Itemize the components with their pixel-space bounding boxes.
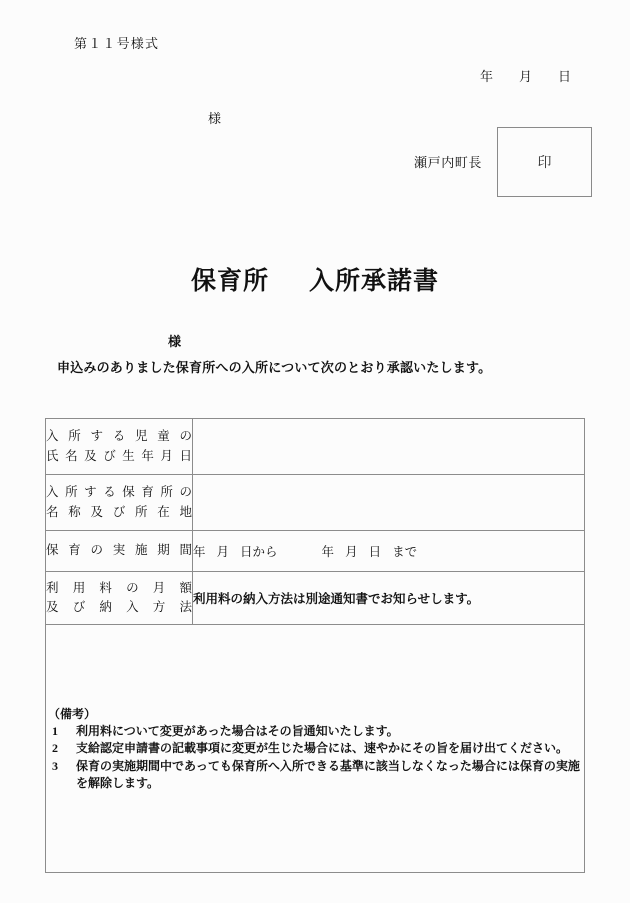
label-line-1: 入所する保育所の	[46, 485, 192, 500]
row-value-period[interactable]	[193, 531, 585, 572]
title-part-1: 保育所	[190, 268, 269, 295]
label-line-1: 利用料の月額	[46, 580, 192, 595]
period-from-month: 月	[216, 545, 230, 559]
seal-box	[497, 127, 592, 197]
admission-details-table	[45, 418, 585, 873]
label-line-2: 名称及び所在地	[46, 504, 192, 519]
remarks-row	[46, 625, 585, 873]
remarks-section	[46, 625, 585, 873]
period-from-year: 年	[193, 545, 206, 559]
label-line-1: 保育の実施期間	[46, 543, 192, 558]
remark-text: 利用料について変更があった場合はその旨通知いたします。	[76, 724, 399, 739]
row-value-fee: 利用料の納入方法は別途通知書でお知らせします。	[193, 572, 585, 625]
row-label-child-name	[46, 419, 193, 475]
remark-number: 1	[52, 724, 58, 739]
remarks-title: （備考）	[48, 707, 97, 722]
row-label-nursery	[46, 475, 193, 531]
remark-text: 支給認定申請書の記載事項に変更が生じた場合には、速やかにその旨を届け出てください。	[76, 741, 569, 756]
recipient-honorific-body: 様	[168, 334, 182, 349]
row-label-fee	[46, 572, 193, 625]
label-line-2: 氏名及び生年月日	[46, 448, 192, 463]
period-to-year: 年	[321, 545, 335, 559]
label-line-2: 及び納入方法	[46, 600, 192, 614]
period-from-day: 日から	[240, 545, 278, 559]
form-number-label: 第１１号様式	[74, 36, 160, 51]
list-item	[46, 740, 584, 757]
date-year-label: 年	[480, 69, 494, 84]
table-row	[46, 531, 585, 572]
period-to-month: 月	[345, 545, 358, 559]
table-row	[46, 572, 585, 625]
period-to-day: 日	[368, 545, 382, 559]
seal-icon: 印	[537, 156, 552, 171]
label-line-1: 入所する児童の	[46, 429, 192, 444]
date-day-label: 日	[558, 69, 572, 84]
table-row	[46, 419, 585, 475]
remark-text: 保育の実施期間中であっても保育所へ入所できる基準に該当しなくなった場合には保育の実施を解除します。	[76, 758, 580, 790]
recipient-honorific-top: 様	[208, 111, 222, 126]
title-part-2: 入所承諾書	[309, 268, 440, 295]
intro-statement: 申込みのありました保育所への入所について次のとおり承認いたします。	[57, 360, 492, 375]
page-title	[0, 261, 630, 297]
period-to-suffix: まで	[392, 545, 418, 559]
row-label-period	[46, 531, 193, 572]
remark-number: 2	[52, 741, 58, 756]
table-row	[46, 475, 585, 531]
issuer-name: 瀬戸内町長	[414, 155, 483, 170]
list-item	[46, 723, 584, 740]
date-month-label: 月	[519, 69, 533, 84]
remark-number: 3	[52, 758, 58, 773]
row-value-child-name[interactable]	[193, 419, 585, 475]
list-item	[46, 758, 584, 792]
date-line	[480, 66, 571, 85]
row-value-nursery[interactable]	[193, 475, 585, 531]
remarks-list	[46, 723, 584, 791]
